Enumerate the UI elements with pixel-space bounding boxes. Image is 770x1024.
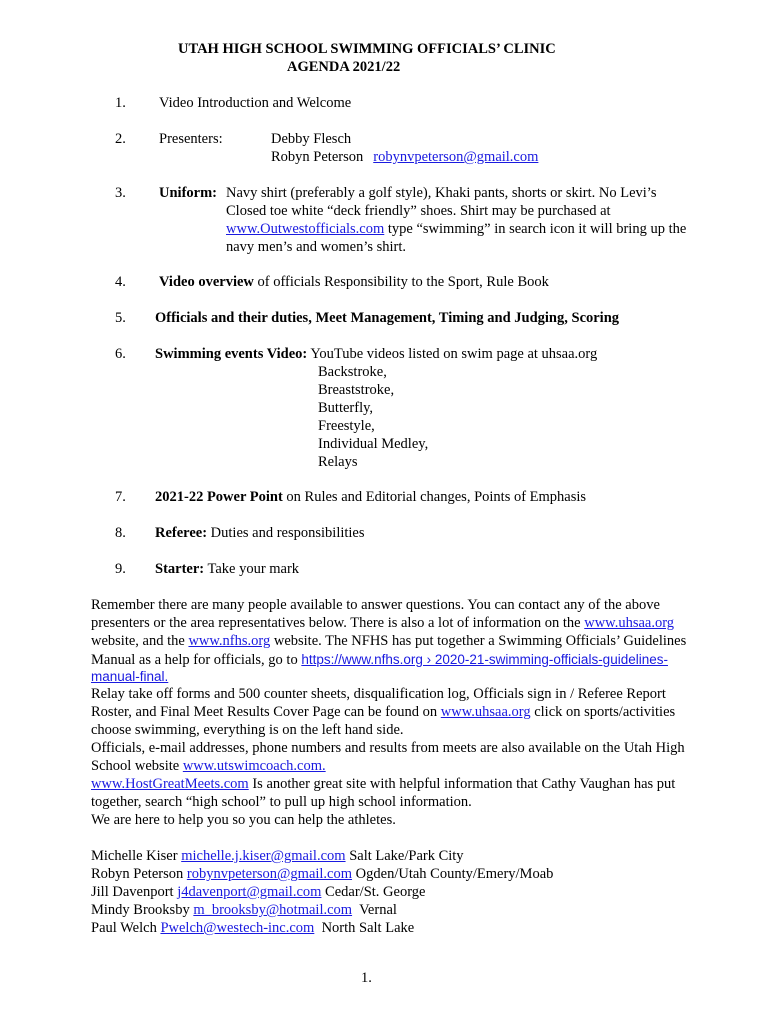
item-text-rest: Duties and responsibilities — [207, 525, 365, 541]
item-label: 2021-22 Power Point — [155, 489, 283, 505]
contact-line — [91, 884, 425, 902]
contact-email-link[interactable]: m_brooksby@hotmail.com — [193, 902, 353, 918]
contact-name: Michelle Kiser — [91, 848, 182, 864]
utswimcoach-link[interactable]: www.utswimcoach.com. — [182, 758, 326, 774]
event-item: Freestyle, — [318, 418, 375, 434]
event-item: Butterfly, — [318, 400, 374, 416]
page-title: UTAH HIGH SCHOOL SWIMMING OFFICIALS’ CLINIC — [178, 41, 556, 57]
contact-name: Mindy Brooksby — [91, 902, 194, 918]
paragraph-line — [91, 704, 675, 722]
paragraph-text: presenters or the area representatives below. There is also a lot of information on the — [91, 615, 585, 631]
presenters-label: Presenters: — [159, 131, 223, 147]
item-text: Closed toe white “deck friendly” shoes. Shirt may be purchased at — [226, 203, 611, 219]
paragraph-text: website. The NFHS has put together a Swimming Officials’ Guidelines — [270, 633, 687, 649]
hostgreatmeets-link[interactable]: www.HostGreatMeets.com — [91, 776, 249, 792]
outwest-link[interactable]: www.Outwestofficials.com — [226, 221, 385, 237]
paragraph-line — [91, 651, 668, 670]
paragraph-line — [91, 668, 168, 687]
presenter-name-text: Robyn Peterson — [271, 149, 364, 165]
contact-line — [91, 848, 464, 866]
contact-name: Robyn Peterson — [91, 866, 187, 882]
item-number: 3. — [115, 185, 126, 201]
paragraph-line — [91, 633, 686, 651]
item-text-rest: of officials Responsibility to the Sport, Rule Book — [253, 274, 549, 290]
item-text: navy men’s and women’s shirt. — [226, 239, 407, 255]
paragraph-text: Roster, and Final Meet Results Cover Page can be found on — [91, 704, 441, 720]
paragraph-line: together, search “high school” to pull up high school information. — [91, 794, 472, 810]
item-number: 2. — [115, 131, 126, 147]
contact-name: Jill Davenport — [91, 884, 178, 900]
item-text-rest: Take your mark — [204, 561, 300, 577]
contact-email-link[interactable]: robynvpeterson@gmail.com — [186, 866, 353, 882]
item-text: Officials and their duties, Meet Management, Timing and Judging, Scoring — [155, 310, 620, 326]
uniform-label: Uniform: — [159, 185, 217, 201]
item-label: Starter: — [155, 561, 205, 577]
uhsaa-link[interactable]: www.uhsaa.org — [584, 615, 675, 631]
paragraph-line: Relay take off forms and 500 counter sheets, disqualification log, Officials sign in / Referee Report — [91, 686, 666, 702]
nfhs-guidelines-link[interactable]: https://www.nfhs.org › 2020-21-swimming-officials-guidelines- — [301, 652, 668, 667]
event-item: Breaststroke, — [318, 382, 395, 398]
item-text-rest: on Rules and Editorial changes, Points of Emphasis — [282, 489, 587, 505]
contact-name: Paul Welch — [91, 920, 161, 936]
paragraph-line — [91, 776, 675, 794]
paragraph-text: Is another great site with helpful information that Cathy Vaughan has put — [248, 776, 676, 792]
item-label-emph: overview — [198, 274, 254, 290]
contact-area: Salt Lake/Park City — [345, 848, 464, 864]
paragraph-text: School website — [91, 758, 183, 774]
item-text — [226, 221, 686, 239]
paragraph-text: Manual as a help for officials, go to — [91, 652, 302, 668]
nfhs-guidelines-link-cont[interactable]: manual-final. — [91, 669, 169, 684]
paragraph-line — [91, 615, 674, 633]
paragraph-line — [91, 758, 326, 776]
contact-email-link[interactable]: michelle.j.kiser@gmail.com — [181, 848, 346, 864]
page-number: 1. — [361, 970, 372, 986]
contact-line — [91, 920, 414, 938]
nfhs-link[interactable]: www.nfhs.org — [188, 633, 271, 649]
item-text: Navy shirt (preferably a golf style), Khaki pants, shorts or skirt. No Levi’s — [226, 185, 657, 201]
contact-email-link[interactable]: j4davenport@gmail.com — [177, 884, 322, 900]
item-label: Video — [159, 274, 199, 290]
paragraph-line: We are here to help you so you can help the athletes. — [91, 812, 396, 828]
item-number: 1. — [115, 95, 126, 111]
item-number: 7. — [115, 489, 126, 505]
item-text-rest: type “swimming” in search icon it will bring up the — [384, 221, 687, 237]
presenter-name — [271, 149, 538, 167]
contact-line — [91, 866, 553, 884]
contact-area: Vernal — [352, 902, 397, 918]
item-number: 4. — [115, 274, 126, 290]
paragraph-line: Officials, e-mail addresses, phone numbers and results from meets are also available on the Utah High — [91, 740, 685, 756]
item-text-rest: YouTube videos listed on swim page at uhsaa.org — [307, 346, 598, 362]
item-text — [155, 525, 365, 543]
item-label: Referee: — [155, 525, 208, 541]
item-text — [155, 346, 597, 364]
page-subtitle: AGENDA 2021/22 — [287, 59, 401, 75]
item-number: 8. — [115, 525, 126, 541]
contact-area: Ogden/Utah County/Emery/Moab — [352, 866, 554, 882]
item-text — [155, 489, 586, 507]
item-text — [159, 274, 549, 292]
paragraph-text: click on sports/activities — [530, 704, 676, 720]
contact-area: North Salt Lake — [314, 920, 415, 936]
presenter-email-link[interactable]: robynvpeterson@gmail.com — [373, 149, 539, 165]
uhsaa-link[interactable]: www.uhsaa.org — [440, 704, 531, 720]
paragraph-text: website, and the — [91, 633, 189, 649]
presenter-name: Debby Flesch — [271, 131, 352, 147]
item-label: Swimming events Video: — [155, 346, 308, 362]
event-item: Individual Medley, — [318, 436, 429, 452]
event-item: Relays — [318, 454, 358, 470]
item-number: 6. — [115, 346, 126, 362]
item-number: 5. — [115, 310, 126, 326]
item-text — [155, 561, 299, 579]
paragraph-line: Remember there are many people available to answer questions. You can contact any of the above — [91, 597, 660, 613]
contact-area: Cedar/St. George — [321, 884, 426, 900]
paragraph-line: choose swimming, everything is on the left hand side. — [91, 722, 404, 738]
contact-email-link[interactable]: Pwelch@westech-inc.com — [160, 920, 315, 936]
item-text: Video Introduction and Welcome — [159, 95, 352, 111]
item-number: 9. — [115, 561, 126, 577]
contact-line — [91, 902, 397, 920]
event-item: Backstroke, — [318, 364, 387, 380]
